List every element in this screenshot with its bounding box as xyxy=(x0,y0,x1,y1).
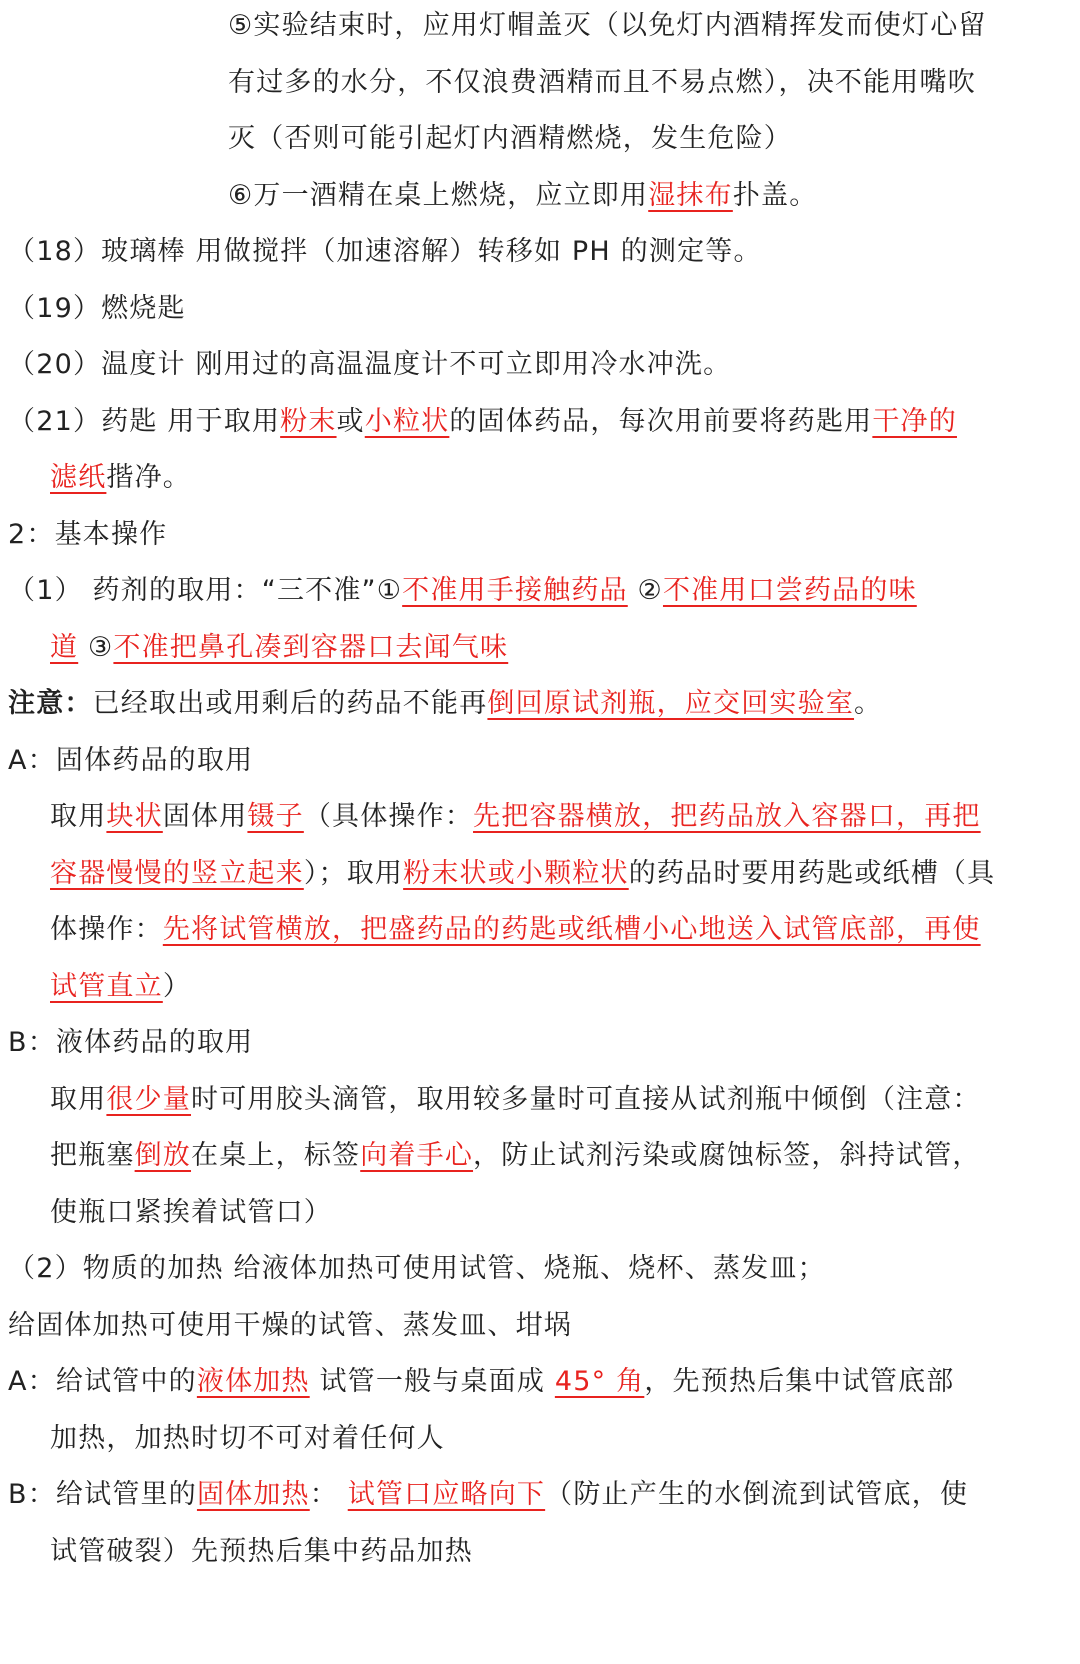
text-segment: 。 xyxy=(854,688,883,719)
highlighted-text: 先将试管横放，把盛药品的药匙或纸槽小心地送入试管底部，再使 xyxy=(162,914,981,945)
text-segment: ② xyxy=(627,575,663,606)
text-segment: （20）温度计 刚用过的高温温度计不可立即用冷水冲洗。 xyxy=(8,349,732,380)
text-segment: B：给试管里的 xyxy=(8,1479,197,1510)
highlighted-text: 很少量 xyxy=(106,1084,192,1115)
highlighted-text: 块状 xyxy=(106,801,163,832)
text-segment: （19）燃烧匙 xyxy=(8,293,186,324)
text-segment: 的固体药品，每次用前要将药匙用 xyxy=(449,406,873,437)
text-line xyxy=(50,854,995,894)
text-segment: 有过多的水分，不仅浪费酒精而且不易点燃），决不能用嘴吹 xyxy=(228,67,976,98)
text-segment: 揩净。 xyxy=(106,462,192,493)
highlighted-text: 容器慢慢的竖立起来 xyxy=(50,858,304,889)
bold-label: 注意： xyxy=(8,688,93,719)
text-segment: B：液体药品的取用 xyxy=(8,1027,254,1058)
highlighted-text: 液体加热 xyxy=(196,1366,310,1397)
text-segment: ③ xyxy=(78,632,114,663)
text-line xyxy=(8,232,762,272)
text-line xyxy=(50,910,981,950)
text-line xyxy=(8,1249,826,1289)
text-segment: （1） 药剂的取用：“三不准”① xyxy=(8,575,403,606)
text-segment: A：给试管中的 xyxy=(8,1366,197,1397)
text-segment: （2）物质的加热 给液体加热可使用试管、烧瓶、烧杯、蒸发皿； xyxy=(8,1253,826,1284)
text-segment: ⑥万一酒精在桌上燃烧，应立即用 xyxy=(228,180,649,211)
highlighted-text: 不准用口尝药品的味 xyxy=(662,575,917,606)
text-segment: 体操作： xyxy=(50,914,163,945)
text-segment: A：固体药品的取用 xyxy=(8,745,254,776)
highlighted-text: 不准用手接触药品 xyxy=(402,575,628,606)
highlighted-text: 小粒状 xyxy=(364,406,450,437)
text-line xyxy=(50,1532,473,1572)
text-line xyxy=(8,345,731,385)
text-segment: 加热，加热时切不可对着任何人 xyxy=(50,1423,445,1454)
highlighted-text: 湿抹布 xyxy=(648,180,733,211)
text-segment: 固体用 xyxy=(162,801,248,832)
highlighted-text: 45° 角 xyxy=(554,1366,645,1397)
text-segment: 灭（否则可能引起灯内酒精燃烧，发生危险） xyxy=(228,123,792,154)
text-segment: 或 xyxy=(336,406,365,437)
highlighted-text: 试管直立 xyxy=(50,971,163,1002)
text-line xyxy=(8,571,917,611)
text-segment: 已经取出或用剩后的药品不能再 xyxy=(92,688,488,719)
text-line xyxy=(8,1306,572,1346)
text-segment: ： xyxy=(309,1479,348,1510)
text-segment: 给固体加热可使用干燥的试管、蒸发皿、坩埚 xyxy=(8,1310,572,1341)
text-segment: 取用 xyxy=(50,801,107,832)
highlighted-text: 粉末 xyxy=(280,406,337,437)
text-segment: ⑤实验结束时，应用灯帽盖灭（以免灯内酒精挥发而使灯心留 xyxy=(228,10,987,41)
text-segment: （21）药匙 用于取用 xyxy=(8,406,281,437)
text-segment: 在桌上，标签 xyxy=(191,1140,361,1171)
text-line xyxy=(50,1136,981,1176)
text-line xyxy=(228,176,817,216)
text-line xyxy=(50,1419,445,1459)
text-line xyxy=(50,628,508,668)
text-segment: 使瓶口紧挨着试管口） xyxy=(50,1197,332,1228)
text-segment: 2：基本操作 xyxy=(8,519,168,550)
text-line xyxy=(50,967,191,1007)
text-line xyxy=(50,458,191,498)
highlighted-text: 粉末状或小颗粒状 xyxy=(403,858,629,889)
text-line xyxy=(8,1362,955,1402)
highlighted-text: 试管口应略向下 xyxy=(347,1479,546,1510)
highlighted-text: 先把容器横放，把药品放入容器口，再把 xyxy=(473,801,981,832)
text-segment: （防止产生的水倒流到试管底，使 xyxy=(545,1479,969,1510)
text-line xyxy=(8,684,882,724)
highlighted-text: 滤纸 xyxy=(50,462,107,493)
text-segment: 试管破裂）先预热后集中药品加热 xyxy=(50,1536,473,1567)
highlighted-text: 道 xyxy=(50,632,79,663)
highlighted-text: 倒放 xyxy=(134,1140,192,1171)
text-segment: ，防止试剂污染或腐蚀标签，斜持试管， xyxy=(473,1140,981,1171)
text-line xyxy=(8,741,253,781)
text-segment: 把瓶塞 xyxy=(50,1140,135,1171)
text-line xyxy=(228,63,976,103)
text-line xyxy=(8,402,957,442)
text-segment: 扑盖。 xyxy=(732,180,818,211)
text-line xyxy=(8,289,186,329)
text-segment: 取用 xyxy=(50,1084,107,1115)
text-line xyxy=(228,119,792,159)
text-segment: ）；取用 xyxy=(303,858,404,889)
highlighted-text: 向着手心 xyxy=(360,1140,474,1171)
highlighted-text: 镊子 xyxy=(247,801,304,832)
text-line xyxy=(8,515,167,555)
text-segment: （具体操作： xyxy=(303,801,474,832)
text-line xyxy=(8,1475,968,1515)
text-segment: 时可用胶头滴管，取用较多量时可直接从试剂瓶中倾倒（注意： xyxy=(191,1084,981,1115)
text-segment: ，先预热后集中试管底部 xyxy=(644,1366,955,1397)
text-segment: （18）玻璃棒 用做搅拌（加速溶解）转移如 PH 的测定等。 xyxy=(8,236,762,267)
text-line xyxy=(50,1080,981,1120)
text-segment: 的药品时要用药匙或纸槽（具 xyxy=(628,858,996,889)
highlighted-text: 干净的 xyxy=(872,406,957,437)
text-line xyxy=(50,797,981,837)
text-segment: ） xyxy=(162,971,192,1002)
text-line xyxy=(228,6,987,46)
highlighted-text: 固体加热 xyxy=(196,1479,310,1510)
highlighted-text: 倒回原试剂瓶，应交回实验室 xyxy=(487,688,855,719)
text-line xyxy=(8,1023,253,1063)
text-segment: 试管一般与桌面成 xyxy=(309,1366,555,1397)
highlighted-text: 不准把鼻孔凑到容器口去闻气味 xyxy=(113,632,509,663)
text-line xyxy=(50,1193,332,1233)
